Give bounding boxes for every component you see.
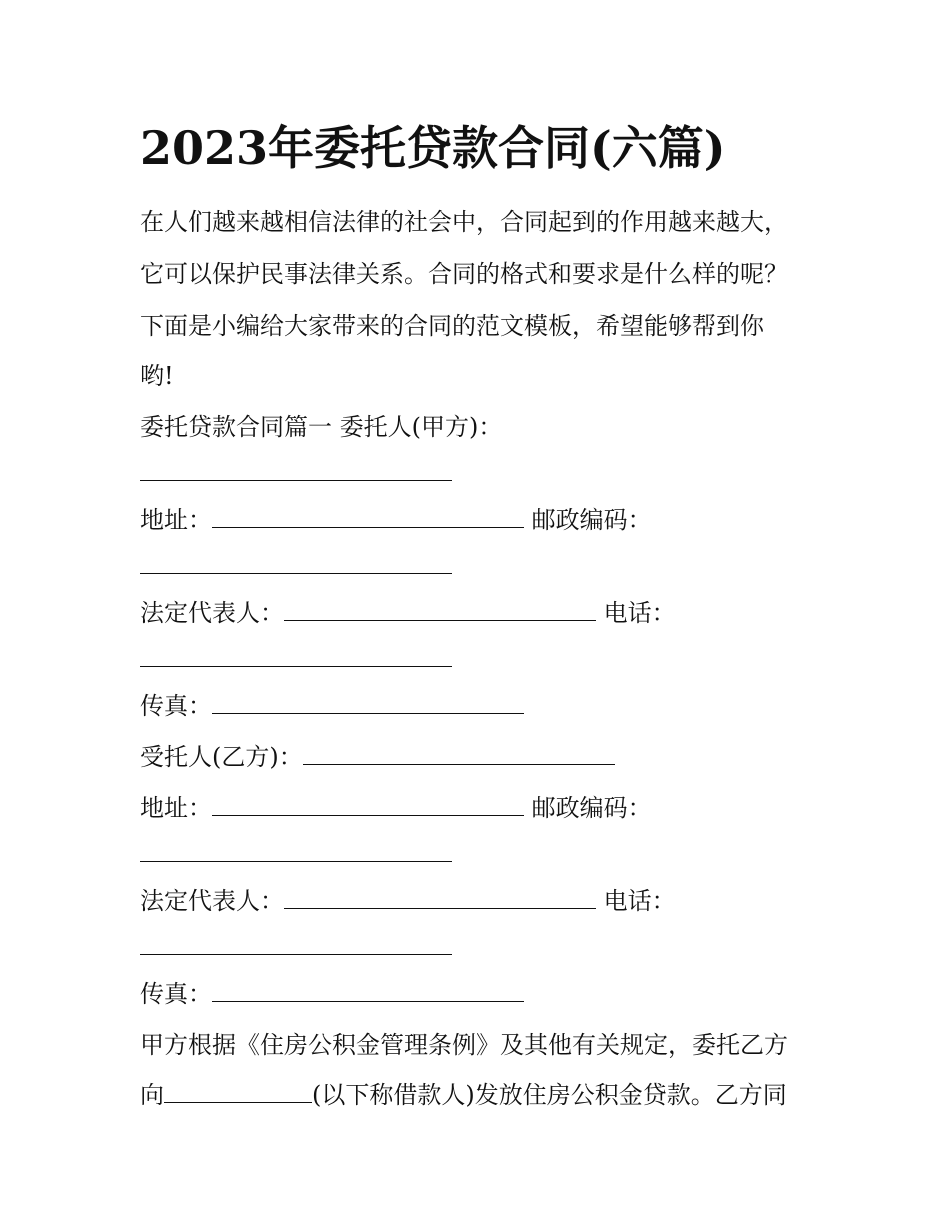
party-a-postcode-line: [140, 550, 452, 582]
party-a-phone-line: [140, 643, 452, 675]
body-line-2: [140, 1079, 787, 1111]
party-a-name-blank: [140, 458, 452, 481]
party-a-address-line: [140, 504, 652, 536]
party-a-legal-rep-blank: [284, 598, 596, 621]
party-a-phone-blank: [140, 644, 452, 667]
section-heading: 委托贷款合同篇一 委托人(甲方)：: [140, 413, 503, 441]
party-b-postcode-line: [140, 838, 452, 870]
party-b-phone-label: 电话：: [603, 887, 676, 915]
party-b-fax-label: 传真：: [140, 980, 212, 1008]
party-a-fax-blank: [212, 691, 524, 714]
party-a-name-line: [140, 457, 452, 489]
party-b-legal-rep-label: 法定代表人：: [140, 887, 284, 915]
party-b-address-label: 地址：: [140, 794, 212, 822]
party-b-postcode-blank: [140, 839, 452, 862]
party-a-address-label: 地址：: [140, 506, 212, 534]
body-line-2-prefix: 向: [140, 1081, 164, 1109]
party-a-postcode-blank: [140, 551, 452, 574]
party-b-postcode-label: 邮政编码：: [531, 794, 652, 822]
party-a-address-blank: [212, 505, 524, 528]
party-a-legal-rep-line: [140, 597, 676, 629]
body-line-2-suffix: (以下称借款人)发放住房公积金贷款。乙方同: [312, 1081, 787, 1109]
intro-line-3: 下面是小编给大家带来的合同的范文模板，希望能够帮到你: [140, 312, 764, 340]
party-b-address-line: [140, 792, 652, 824]
party-b-phone-line: [140, 931, 452, 963]
intro-line-1: 在人们越来越相信法律的社会中，合同起到的作用越来越大，: [140, 208, 788, 236]
party-a-phone-label: 电话：: [603, 599, 676, 627]
party-a-fax-line: [140, 690, 524, 722]
party-b-heading-line: [140, 741, 615, 773]
body-line-1: 甲方根据《住房公积金管理条例》及其他有关规定，委托乙方: [140, 1031, 788, 1059]
intro-line-4: 哟!: [140, 362, 174, 390]
party-a-legal-rep-label: 法定代表人：: [140, 599, 284, 627]
party-a-fax-label: 传真：: [140, 692, 212, 720]
intro-line-2: 它可以保护民事法律关系。合同的格式和要求是什么样的呢？: [140, 260, 788, 288]
party-b-name-blank: [303, 742, 615, 765]
party-b-address-blank: [212, 793, 524, 816]
party-b-heading-label: 受托人(乙方)：: [140, 743, 303, 771]
party-a-postcode-label: 邮政编码：: [531, 506, 652, 534]
party-b-phone-blank: [140, 932, 452, 955]
party-b-fax-line: [140, 978, 524, 1010]
party-b-legal-rep-blank: [284, 886, 596, 909]
document-title: 2023年委托贷款合同(六篇): [140, 121, 726, 175]
party-b-fax-blank: [212, 979, 524, 1002]
borrower-blank: [164, 1080, 312, 1103]
party-b-legal-rep-line: [140, 885, 676, 917]
